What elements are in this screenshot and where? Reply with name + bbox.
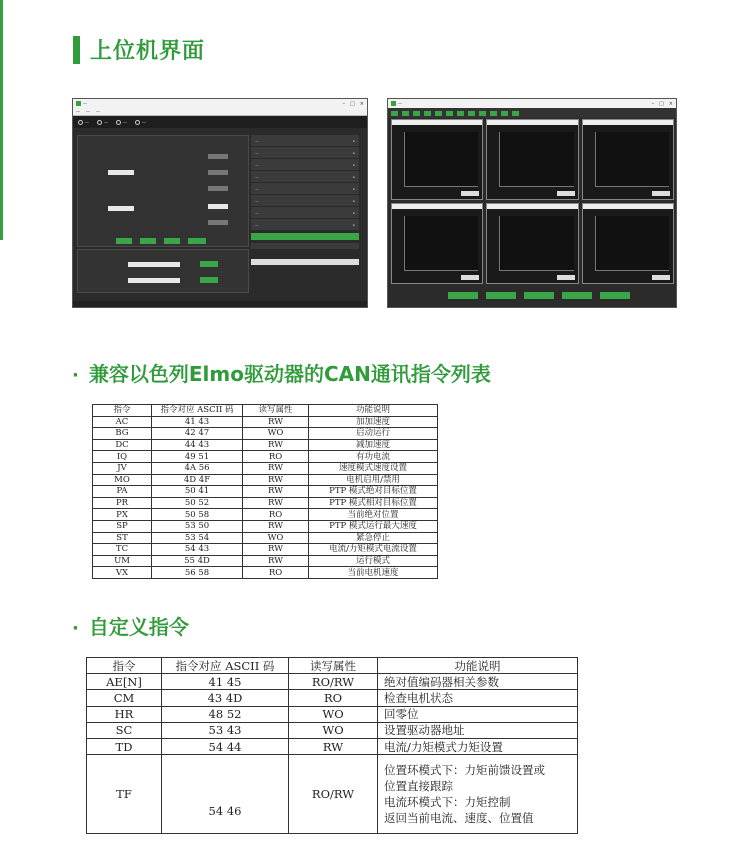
table-cell: 54 44 bbox=[162, 738, 289, 754]
action-button bbox=[164, 238, 180, 244]
list-item: — ▸ bbox=[251, 195, 359, 207]
table-cell: TF bbox=[87, 755, 162, 834]
table-cell: ST bbox=[93, 532, 152, 544]
plot-button bbox=[562, 292, 592, 299]
parameter-panel bbox=[77, 135, 249, 247]
table-cell: 设置驱动器地址 bbox=[378, 722, 578, 738]
table-cell: WO bbox=[289, 706, 378, 722]
table-cell: PX bbox=[93, 509, 152, 521]
progress-label bbox=[251, 243, 359, 249]
left-accent-strip bbox=[0, 0, 3, 240]
port-field bbox=[128, 262, 180, 267]
table-cell: SC bbox=[87, 722, 162, 738]
table-row bbox=[93, 486, 438, 498]
table-row bbox=[93, 555, 438, 567]
description-line: 位置直接跟踪 bbox=[384, 779, 453, 794]
table-cell: 43 4D bbox=[162, 690, 289, 706]
table-cell: TC bbox=[93, 544, 152, 556]
table-cell: RO bbox=[243, 567, 309, 579]
app-icon bbox=[76, 101, 81, 106]
table-cell: RW bbox=[243, 497, 309, 509]
table-cell: RW bbox=[243, 486, 309, 498]
table-cell: MO bbox=[93, 474, 152, 486]
list-item: — ▸ bbox=[251, 171, 359, 183]
table-cell: PR bbox=[93, 497, 152, 509]
plot-buttons bbox=[448, 292, 630, 299]
toolbar: — — — — bbox=[73, 116, 367, 128]
table-row bbox=[93, 544, 438, 556]
column-header: 指令 bbox=[93, 405, 152, 417]
table-row bbox=[93, 451, 438, 463]
description-line: 返回当前电流、速度、位置值 bbox=[384, 811, 534, 826]
plot-toolbar bbox=[388, 108, 676, 118]
table-cell: 50 41 bbox=[152, 486, 243, 498]
table-cell: RO/RW bbox=[289, 674, 378, 690]
window-titlebar: — – □ × bbox=[73, 99, 367, 108]
table-cell: TD bbox=[87, 738, 162, 754]
table-cell: 49 51 bbox=[152, 451, 243, 463]
column-header: 指令对应 ASCII 码 bbox=[162, 658, 289, 674]
table-cell: 有功电流 bbox=[309, 451, 438, 463]
table-row bbox=[93, 474, 438, 486]
toolbar-icon bbox=[78, 120, 83, 125]
table-cell: PTP 模式相对目标位置 bbox=[309, 497, 438, 509]
table-row bbox=[87, 722, 578, 738]
column-header: 指令对应 ASCII 码 bbox=[152, 405, 243, 417]
table-cell: WO bbox=[243, 428, 309, 440]
table-row bbox=[87, 738, 578, 754]
list-item: — ▸ bbox=[251, 135, 359, 147]
progress-bar bbox=[251, 259, 359, 265]
app-icon bbox=[391, 101, 396, 106]
section-heading-custom: · 自定义指令 bbox=[72, 615, 189, 639]
table-cell: 50 58 bbox=[152, 509, 243, 521]
table-cell: RW bbox=[243, 555, 309, 567]
table-cell: RO bbox=[243, 509, 309, 521]
value-field bbox=[208, 220, 228, 225]
table-cell: 56 58 bbox=[152, 567, 243, 579]
address-field bbox=[108, 206, 134, 211]
table-cell: 50 52 bbox=[152, 497, 243, 509]
section-heading-can: · 兼容以色列Elmo驱动器的CAN通讯指令列表 bbox=[72, 362, 491, 386]
table-cell: 53 54 bbox=[152, 532, 243, 544]
connection-panel bbox=[77, 249, 249, 293]
software-screenshot-monitor bbox=[387, 98, 677, 308]
column-header: 读写属性 bbox=[243, 405, 309, 417]
action-button bbox=[140, 238, 156, 244]
plot-button bbox=[524, 292, 554, 299]
table-cell: 启动运行 bbox=[309, 428, 438, 440]
table-cell: 电流/力矩模式电流设置 bbox=[309, 544, 438, 556]
menu-bar: — — — bbox=[73, 108, 367, 116]
table-cell: RO bbox=[289, 690, 378, 706]
baud-field bbox=[128, 278, 180, 283]
table-cell: 电流/力矩模式力矩设置 bbox=[378, 738, 578, 754]
table-cell: RO/RW bbox=[289, 755, 378, 834]
table-cell: IQ bbox=[93, 451, 152, 463]
list-item: — ▸ bbox=[251, 159, 359, 171]
table-cell: WO bbox=[289, 722, 378, 738]
table-row bbox=[93, 509, 438, 521]
table-row bbox=[87, 674, 578, 690]
table-cell: RW bbox=[243, 416, 309, 428]
table-cell: RW bbox=[243, 520, 309, 532]
custom-command-table bbox=[86, 657, 578, 834]
table-header-row bbox=[87, 658, 578, 674]
table-cell: 42 47 bbox=[152, 428, 243, 440]
table-cell: VX bbox=[93, 567, 152, 579]
plot-button bbox=[486, 292, 516, 299]
table-cell: 4D 4F bbox=[152, 474, 243, 486]
action-button bbox=[188, 238, 206, 244]
table-cell: 当前绝对位置 bbox=[309, 509, 438, 521]
table-cell: 电机启用/禁用 bbox=[309, 474, 438, 486]
table-row bbox=[93, 462, 438, 474]
list-item: — ▸ bbox=[251, 219, 359, 231]
parameter-list bbox=[251, 135, 359, 265]
table-cell: 41 45 bbox=[162, 674, 289, 690]
apply-button bbox=[251, 233, 359, 240]
section-title: 兼容以色列Elmo驱动器的CAN通讯指令列表 bbox=[88, 362, 491, 386]
table-cell: DC bbox=[93, 439, 152, 451]
table-cell: 检查电机状态 bbox=[378, 690, 578, 706]
value-field bbox=[208, 154, 228, 159]
connect-button bbox=[200, 261, 218, 267]
toolbar-icon bbox=[97, 120, 102, 125]
table-cell: JV bbox=[93, 462, 152, 474]
table-row bbox=[93, 567, 438, 579]
table-cell: BG bbox=[93, 428, 152, 440]
plot-panel bbox=[486, 119, 578, 200]
table-cell: HR bbox=[87, 706, 162, 722]
table-cell: 紧急停止 bbox=[309, 532, 438, 544]
plot-button bbox=[600, 292, 630, 299]
value-field bbox=[208, 186, 228, 191]
software-screenshot-control bbox=[72, 98, 368, 308]
table-cell: 减加速度 bbox=[309, 439, 438, 451]
section-title: 上位机界面 bbox=[90, 39, 206, 64]
table-row bbox=[87, 690, 578, 706]
can-command-table bbox=[92, 404, 438, 579]
table-row bbox=[93, 497, 438, 509]
table-cell: RO bbox=[243, 451, 309, 463]
toolbar-icon bbox=[116, 120, 121, 125]
value-field bbox=[208, 170, 228, 175]
table-cell: 加加速度 bbox=[309, 416, 438, 428]
table-cell: PTP 模式运行最大速度 bbox=[309, 520, 438, 532]
plot-panel bbox=[486, 203, 578, 284]
table-cell: RW bbox=[289, 738, 378, 754]
table-cell: 54 46 bbox=[162, 755, 289, 834]
open-button bbox=[200, 277, 218, 283]
list-item: — ▸ bbox=[251, 147, 359, 159]
description-line: 电流环模式下：力矩控制 bbox=[384, 795, 511, 810]
section-heading-ui bbox=[73, 34, 205, 65]
column-header: 读写属性 bbox=[289, 658, 378, 674]
table-row bbox=[87, 755, 578, 834]
table-cell bbox=[378, 755, 578, 834]
plot-panel bbox=[391, 119, 483, 200]
table-cell: CM bbox=[87, 690, 162, 706]
table-cell: PA bbox=[93, 486, 152, 498]
value-field bbox=[208, 204, 228, 209]
status-bar bbox=[73, 301, 368, 307]
table-cell: 当前电机速度 bbox=[309, 567, 438, 579]
table-cell: AE[N] bbox=[87, 674, 162, 690]
table-row bbox=[93, 532, 438, 544]
table-cell: 回零位 bbox=[378, 706, 578, 722]
plot-grid bbox=[391, 119, 674, 284]
table-cell: 41 43 bbox=[152, 416, 243, 428]
table-cell: PTP 模式绝对目标位置 bbox=[309, 486, 438, 498]
table-row bbox=[93, 416, 438, 428]
description-line: 位置环模式下：力矩前馈设置或 bbox=[384, 763, 545, 778]
table-cell: SP bbox=[93, 520, 152, 532]
table-cell: RW bbox=[243, 439, 309, 451]
window-controls: – □ × bbox=[342, 100, 364, 107]
table-cell: 48 52 bbox=[162, 706, 289, 722]
section-title: 自定义指令 bbox=[88, 615, 189, 639]
table-cell: RW bbox=[243, 462, 309, 474]
list-item: — ▸ bbox=[251, 183, 359, 195]
table-cell: 53 43 bbox=[162, 722, 289, 738]
table-cell: RW bbox=[243, 544, 309, 556]
table-cell: 54 43 bbox=[152, 544, 243, 556]
table-cell: UM bbox=[93, 555, 152, 567]
table-header-row bbox=[93, 405, 438, 417]
mode-select bbox=[108, 170, 134, 175]
table-cell: 绝对值编码器相关参数 bbox=[378, 674, 578, 690]
column-header: 功能说明 bbox=[309, 405, 438, 417]
list-item: — ▸ bbox=[251, 207, 359, 219]
heading-bar bbox=[73, 36, 80, 64]
window-controls: – □ × bbox=[651, 100, 673, 107]
table-row bbox=[93, 439, 438, 451]
action-button bbox=[116, 238, 132, 244]
table-cell: 运行模式 bbox=[309, 555, 438, 567]
table-cell: AC bbox=[93, 416, 152, 428]
column-header: 功能说明 bbox=[378, 658, 578, 674]
table-cell: 速度模式速度设置 bbox=[309, 462, 438, 474]
table-row bbox=[87, 706, 578, 722]
table-cell: 4A 56 bbox=[152, 462, 243, 474]
plot-panel bbox=[582, 203, 674, 284]
plot-panel bbox=[582, 119, 674, 200]
plot-panel bbox=[391, 203, 483, 284]
toolbar-icon bbox=[135, 120, 140, 125]
column-header: 指令 bbox=[87, 658, 162, 674]
table-row bbox=[93, 428, 438, 440]
table-cell: 55 4D bbox=[152, 555, 243, 567]
table-cell: 44 43 bbox=[152, 439, 243, 451]
table-cell: 53 50 bbox=[152, 520, 243, 532]
window-titlebar: — – □ × bbox=[388, 99, 676, 108]
table-cell: RW bbox=[243, 474, 309, 486]
table-cell: WO bbox=[243, 532, 309, 544]
table-row bbox=[93, 520, 438, 532]
plot-button bbox=[448, 292, 478, 299]
